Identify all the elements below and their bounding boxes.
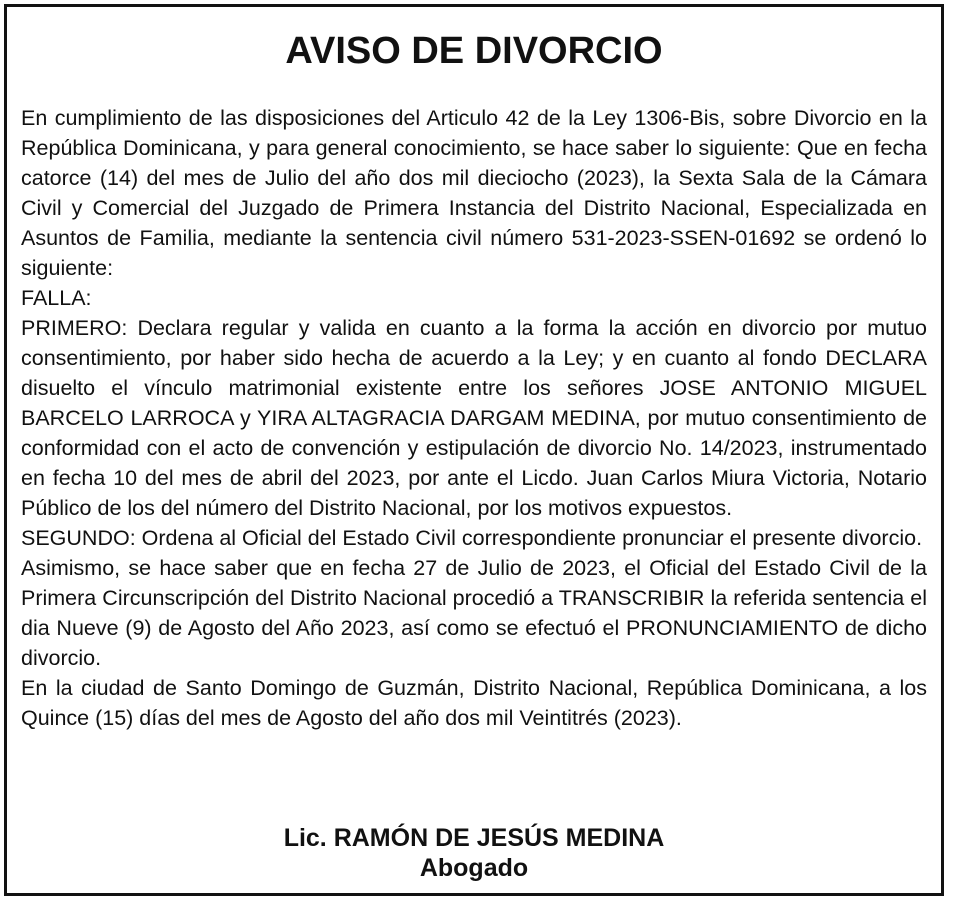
- notice-paragraph-falla: FALLA:: [21, 286, 92, 310]
- signature-block: [7, 823, 941, 883]
- notice-paragraph-segundo: SEGUNDO: Ordena al Oficial del Estado Civil correspondiente pronunciar el presente divorcio.: [21, 526, 923, 550]
- signature-name: Lic. RAMÓN DE JESÚS MEDINA: [283, 824, 665, 852]
- notice-paragraph-asimismo: Asimismo, se hace saber que en fecha 27 de Julio de 2023, el Oficial del Estado Civil de la Primera Circunscripción del Distrito Nacional procedió a TRANSCRIBIR la referida sentencia el dia Nueve (9) de Agosto del Año 2023, así como se efectuó el PRONUNCIAMIENTO de dicho divorcio.: [21, 556, 927, 670]
- notice-frame: [4, 4, 944, 896]
- notice-paragraph-closing: En la ciudad de Santo Domingo de Guzmán, Distrito Nacional, República Dominicana, a los Quince (15) días del mes de Agosto del año dos mil Veintitrés (2023).: [21, 676, 927, 730]
- notice-title: AVISO DE DIVORCIO: [285, 30, 663, 72]
- notice-paragraph-intro: En cumplimiento de las disposiciones del Articulo 42 de la Ley 1306-Bis, sobre Divorcio en la República Dominicana, y para general conocimiento, se hace saber lo siguiente: Que en fecha catorce (14) del mes de Julio del año dos mil dieciocho (2023), la Sexta Sala de la Cámara Civil y Comercial del Juzgado de Primera Instancia del Distrito Nacional, Especializada en Asuntos de Familia, mediante la sentencia civil número 531-2023-SSEN-01692 se ordenó lo siguiente:: [21, 106, 927, 280]
- notice-body: [21, 103, 927, 733]
- signature-role: Abogado: [419, 854, 529, 882]
- notice-paragraph-primero: PRIMERO: Declara regular y valida en cuanto a la forma la acción en divorcio por mutuo consentimiento, por haber sido hecha de acuerdo a la Ley; y en cuanto al fondo DECLARA disuelto el vínculo matrimonial existente entre los señores JOSE ANTONIO MIGUEL BARCELO LARROCA y YIRA ALTAGRACIA DARGAM MEDINA, por mutuo consentimiento de conformidad con el acto de convención y estipulación de divorcio No. 14/2023, instrumentado en fecha 10 del mes de abril del 2023, por ante el Licdo. Juan Carlos Miura Victoria, Notario Público de los del número del Distrito Nacional, por los motivos expuestos.: [21, 316, 927, 520]
